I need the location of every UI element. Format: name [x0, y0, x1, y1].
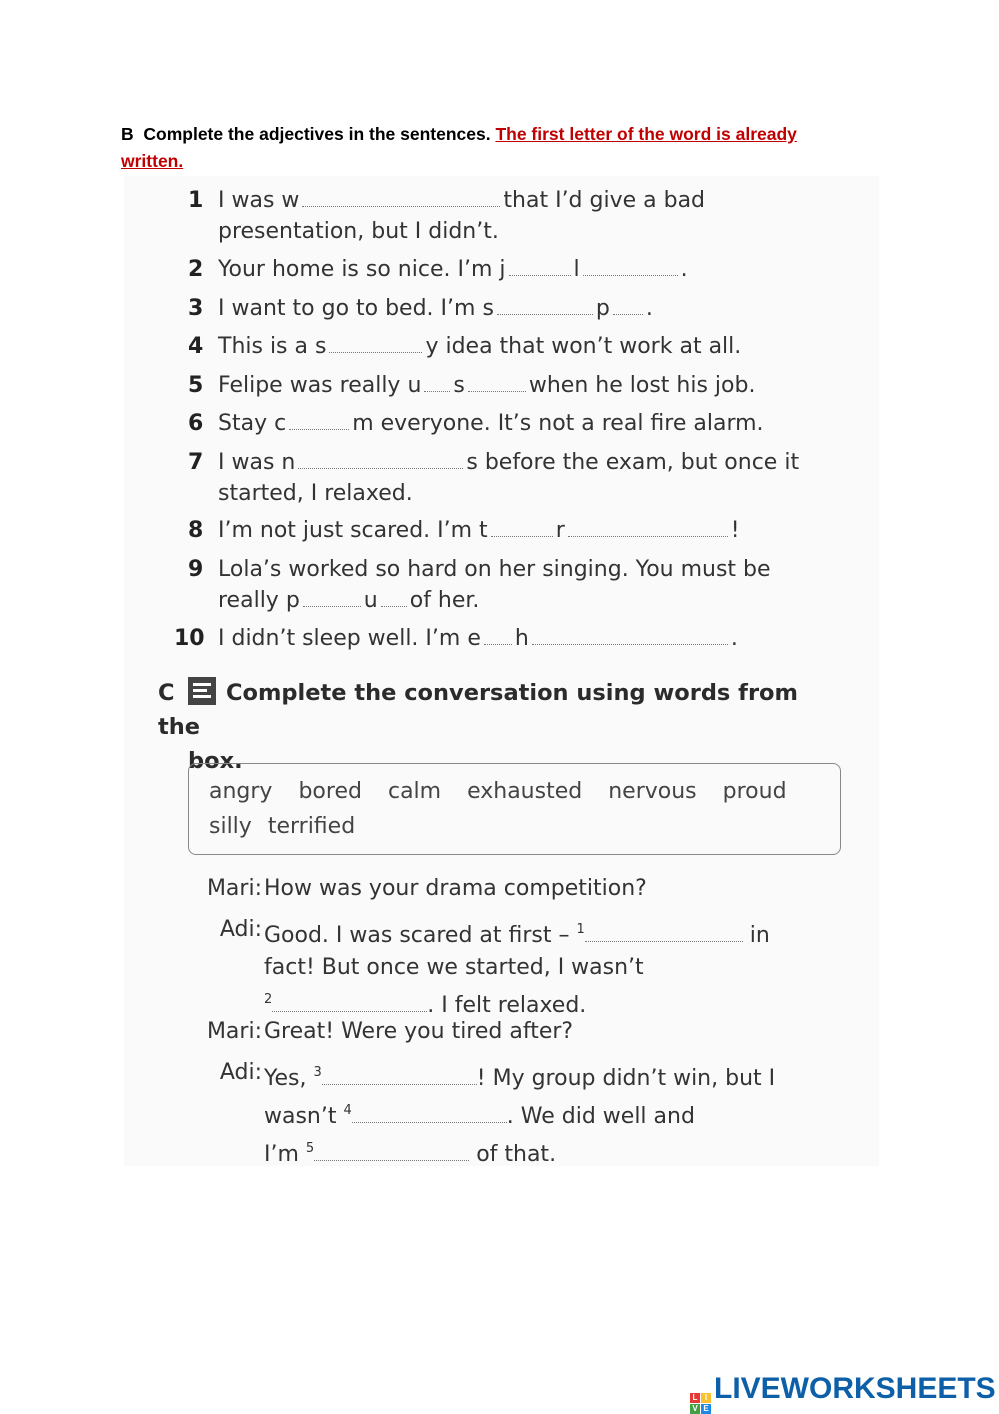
- dialogue-text: in: [749, 923, 770, 948]
- section-c-letter: C: [158, 680, 175, 706]
- exercise-item-4: [188, 331, 858, 362]
- dialogue-text: of that.: [476, 1142, 557, 1167]
- section-c-instruction-cont: box.: [188, 748, 243, 774]
- exercise-item-10: [174, 623, 844, 654]
- item-text: Felipe was really u: [218, 373, 422, 398]
- item-number: 10: [174, 626, 205, 651]
- answer-gap[interactable]: [381, 588, 407, 607]
- dialogue-text: Yes,: [264, 1066, 314, 1091]
- item-text: that I’d give a bad: [503, 188, 706, 213]
- item-text: when he lost his job.: [528, 373, 756, 398]
- answer-gap[interactable]: [491, 518, 553, 537]
- dialogue-text: wasn’t: [264, 1104, 344, 1129]
- item-text: s: [453, 373, 465, 398]
- exercise-item-5: [188, 370, 858, 401]
- answer-gap[interactable]: [568, 518, 728, 537]
- answer-gap[interactable]: [303, 588, 361, 607]
- item-text: .: [680, 257, 688, 282]
- exercise-item-9: [188, 554, 858, 616]
- gap-number: 2: [264, 992, 273, 1007]
- liveworksheets-logo: [690, 1372, 996, 1413]
- speaker-label: Adi:: [219, 1060, 262, 1085]
- answer-gap[interactable]: [302, 188, 500, 207]
- dialogue-text: How was your drama competition?: [264, 876, 647, 901]
- item-text: of her.: [409, 588, 480, 613]
- exercise-item-2: [188, 254, 858, 285]
- exercise-item-7: [188, 447, 858, 509]
- item-text: I was n: [218, 450, 296, 475]
- answer-gap[interactable]: [329, 334, 422, 353]
- word-box-item: nervous: [608, 779, 697, 804]
- word-box: [188, 763, 841, 855]
- dialogue-line-4: [188, 1057, 848, 1171]
- exercise-item-6: [188, 408, 858, 439]
- item-text: r: [555, 518, 565, 543]
- word-box-item: terrified: [267, 814, 356, 839]
- exercise-item-8: [188, 515, 858, 546]
- answer-gap[interactable]: [484, 626, 512, 645]
- item-text: I didn’t sleep well. I’m e: [218, 626, 481, 651]
- answer-gap[interactable]: [424, 373, 450, 392]
- item-text: !: [730, 518, 740, 543]
- dialogue-line-1: [188, 873, 848, 905]
- item-text: s before the exam, but once it: [466, 450, 800, 475]
- answer-gap-1[interactable]: [585, 923, 743, 942]
- logo-mark-icon: [690, 1393, 711, 1414]
- item-text: This is a s: [218, 334, 327, 359]
- answer-gap[interactable]: [583, 257, 678, 276]
- section-c-instruction: Complete the conversation using words from the: [158, 680, 798, 740]
- dialogue-text: ! My group didn’t win, but I: [476, 1066, 776, 1091]
- item-text: really p: [218, 588, 300, 613]
- section-b-instruction: [121, 121, 841, 175]
- dialogue-text: I’m: [264, 1142, 306, 1167]
- gap-number: 5: [305, 1141, 315, 1156]
- item-number: 5: [188, 373, 204, 398]
- dialogue-text: Good. I was scared at first –: [264, 923, 577, 948]
- answer-gap-4[interactable]: [352, 1104, 507, 1123]
- word-box-item: calm: [387, 779, 442, 804]
- item-number: 7: [188, 450, 204, 475]
- item-number: 4: [188, 334, 204, 359]
- exercise-item-1: [188, 185, 858, 247]
- item-number: 8: [188, 518, 204, 543]
- document-icon: [188, 677, 216, 705]
- item-text: started, I relaxed.: [218, 481, 413, 506]
- speaker-label: Adi:: [219, 917, 262, 942]
- item-text: p: [595, 296, 610, 321]
- dialogue-line-2: [188, 914, 848, 1022]
- word-box-item: bored: [298, 779, 362, 804]
- item-text: m everyone. It’s not a real fire alarm.: [352, 411, 764, 436]
- logo-tile: I: [701, 1393, 711, 1403]
- item-text: I’m not just scared. I’m t: [218, 518, 488, 543]
- answer-gap[interactable]: [468, 373, 526, 392]
- word-box-item: silly: [209, 814, 252, 839]
- item-number: 3: [188, 296, 204, 321]
- item-number: 9: [188, 557, 204, 582]
- logo-tile: L: [690, 1393, 700, 1403]
- item-text: y idea that won’t work at all.: [425, 334, 742, 359]
- item-text: u: [363, 588, 378, 613]
- speaker-label: Mari:: [206, 876, 262, 901]
- item-text: .: [645, 296, 653, 321]
- item-text: h: [514, 626, 529, 651]
- item-text: l: [573, 257, 580, 282]
- gap-number: 4: [343, 1103, 352, 1118]
- item-text: .: [730, 626, 738, 651]
- speaker-label: Mari:: [206, 1019, 262, 1044]
- dialogue-text: . I felt relaxed.: [427, 993, 587, 1018]
- word-box-item: exhausted: [467, 779, 583, 804]
- gap-number: 1: [576, 922, 585, 937]
- item-text: Stay c: [218, 411, 287, 436]
- gap-number: 3: [313, 1065, 322, 1080]
- item-text: I was w: [218, 188, 300, 213]
- item-text: I want to go to bed. I’m s: [218, 296, 494, 321]
- answer-gap[interactable]: [298, 450, 463, 469]
- item-text: Your home is so nice. I’m j: [218, 257, 506, 282]
- item-number: 2: [188, 257, 204, 282]
- section-b-instruction-text: Complete the adjectives in the sentences.: [143, 124, 491, 144]
- exercise-item-3: [188, 293, 858, 324]
- dialogue-line-3: [188, 1016, 848, 1048]
- item-number: 6: [188, 411, 204, 436]
- answer-gap[interactable]: [532, 626, 728, 645]
- answer-gap[interactable]: [509, 257, 571, 276]
- item-text: Lola’s worked so hard on her singing. You must be: [218, 557, 771, 582]
- dialogue-text: . We did well and: [506, 1104, 695, 1129]
- logo-text: LIVEWORKSHEETS: [714, 1372, 996, 1405]
- word-box-item: angry: [209, 779, 273, 804]
- answer-gap-2[interactable]: [272, 993, 427, 1012]
- section-b-red-note: The first letter of the word is already written.: [121, 124, 797, 171]
- answer-gap-5[interactable]: [314, 1142, 469, 1161]
- answer-gap-3[interactable]: [322, 1066, 477, 1085]
- logo-tile: E: [701, 1404, 711, 1414]
- item-text: presentation, but I didn’t.: [218, 219, 499, 244]
- section-b-letter: B: [121, 124, 134, 144]
- answer-gap[interactable]: [497, 296, 593, 315]
- logo-tile: V: [690, 1404, 700, 1414]
- answer-gap[interactable]: [613, 296, 643, 315]
- answer-gap[interactable]: [289, 411, 349, 430]
- word-box-item: proud: [722, 779, 787, 804]
- dialogue-text: fact! But once we started, I wasn’t: [264, 955, 644, 980]
- item-number: 1: [188, 188, 204, 213]
- dialogue-text: Great! Were you tired after?: [264, 1019, 574, 1044]
